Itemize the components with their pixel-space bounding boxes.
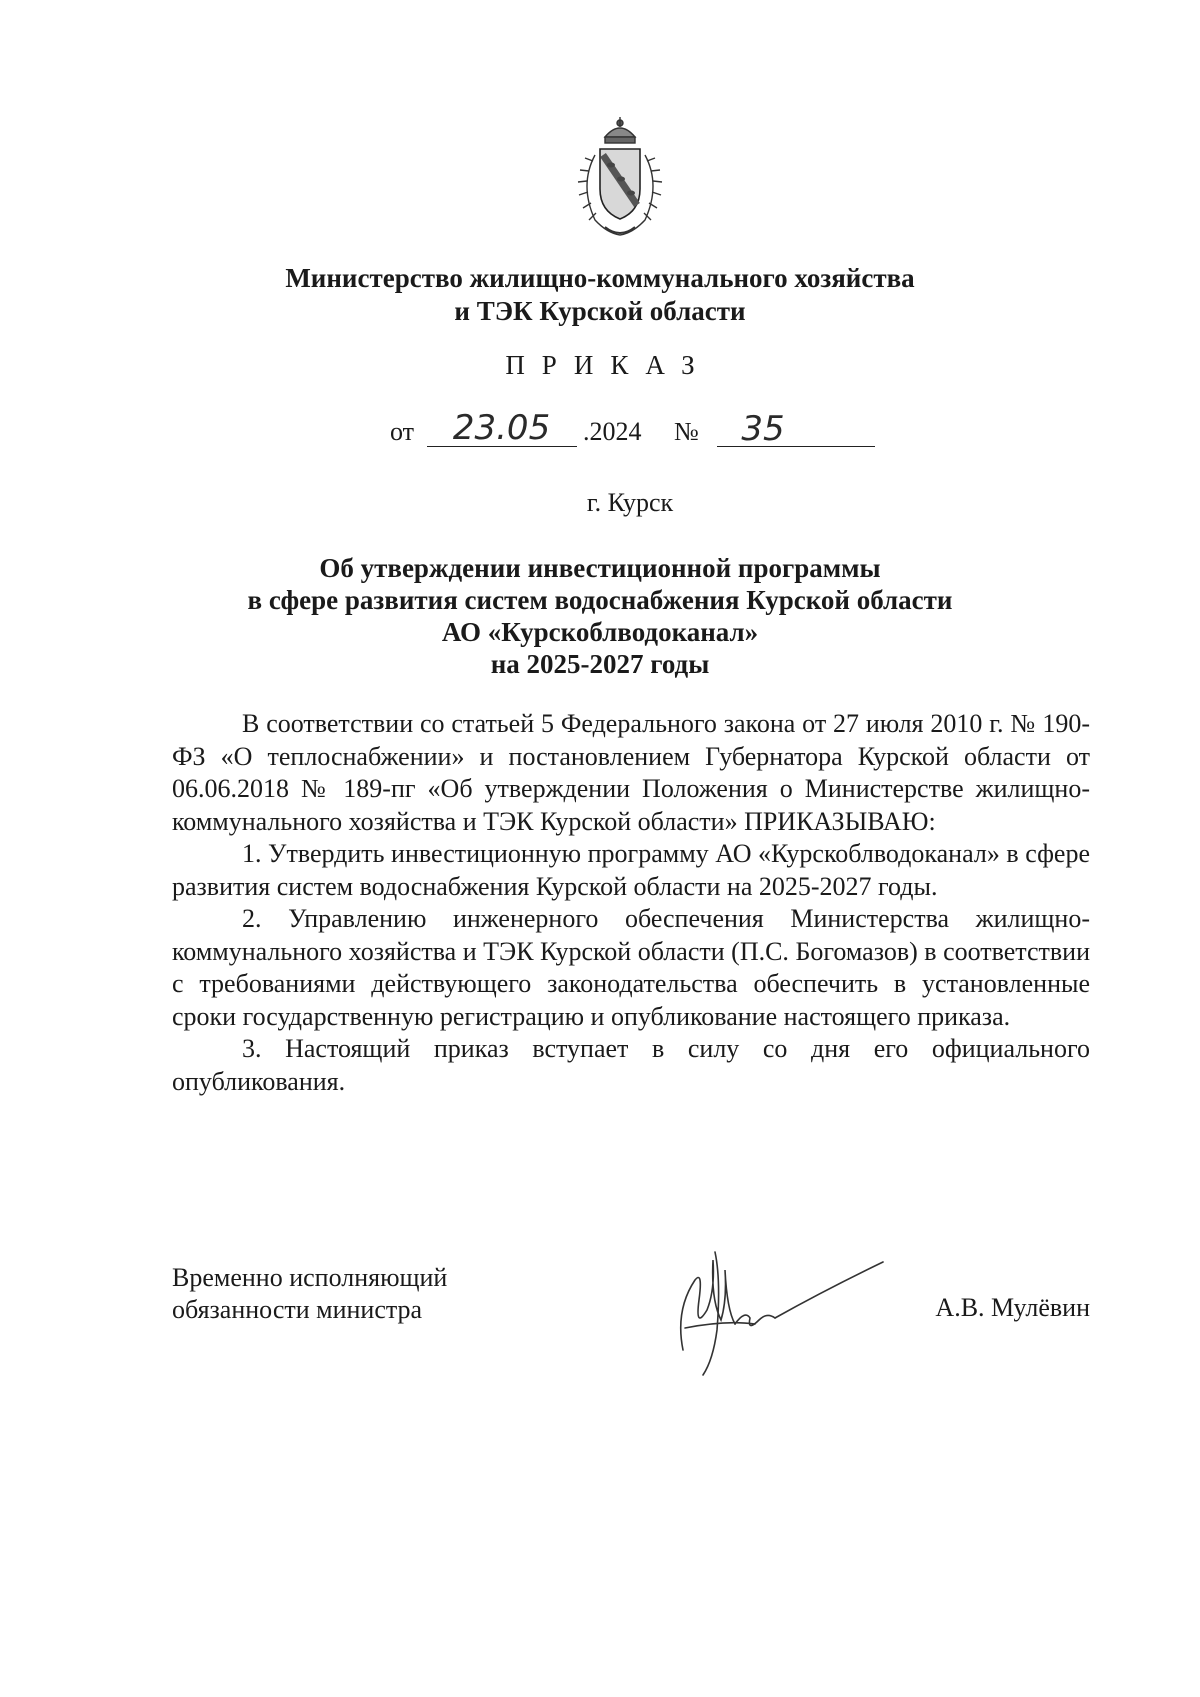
signatory-name: А.В. Мулёвин [935, 1293, 1090, 1322]
date-prefix: от [390, 417, 415, 446]
kursk-coat-of-arms-icon [565, 115, 675, 243]
order-body [172, 708, 1090, 1098]
order-title: ПРИКАЗ [505, 350, 712, 380]
order-subject [0, 552, 1200, 680]
order-item-1: 1. Утвердить инвестиционную программу АО «Курскоблводоканал» в сфере развития систем водоснабжения Курской области на 2025-2027 годы. [172, 839, 1090, 901]
number-sign: № [674, 417, 699, 446]
position-line-2: обязанности министра [172, 1295, 423, 1324]
handwritten-signature-icon [655, 1240, 885, 1380]
preamble-paragraph: В соответствии со статьей 5 Федерального закона от 27 июля 2010 г. № 190-ФЗ «О теплоснабжении» и постановлением Губернатора Курской области от 06.06.2018 № 189-пг «Об утверждении Положения о Министерстве жилищно-коммунального хозяйства и ТЭК Курской области» ПРИКАЗЫВАЮ: [172, 709, 1090, 836]
ministry-name [0, 262, 1200, 328]
subject-line-4: на 2025-2027 годы [490, 649, 710, 679]
order-item-3: 3. Настоящий приказ вступает в силу со дня его официального опубликования. [172, 1034, 1090, 1096]
subject-line-1: Об утверждении инвестиционной программы [319, 553, 881, 583]
date-year: .2024 [583, 417, 642, 446]
city: г. Курск [586, 488, 674, 517]
handwritten-date: 23.05 [427, 410, 577, 447]
ministry-line-2: и ТЭК Курской области [454, 296, 746, 326]
order-item-2: 2. Управлению инженерного обеспечения Министерства жилищно-коммунального хозяйства и ТЭК Курской области (П.С. Богомазов) в соответствии с требованиями действующего законодательства обеспечить в установленные сроки государственную регистрацию и опубликование настоящего приказа. [172, 904, 1090, 1031]
handwritten-number: 35 [717, 411, 875, 447]
order-dateline [390, 410, 875, 454]
signatory-position [172, 1262, 447, 1326]
ministry-line-1: Министерство жилищно-коммунального хозяйства [285, 263, 915, 293]
subject-line-2: в сфере развития систем водоснабжения Курской области [247, 585, 953, 615]
position-line-1: Временно исполняющий [172, 1263, 448, 1292]
subject-line-3: АО «Курскоблводоканал» [441, 617, 759, 647]
